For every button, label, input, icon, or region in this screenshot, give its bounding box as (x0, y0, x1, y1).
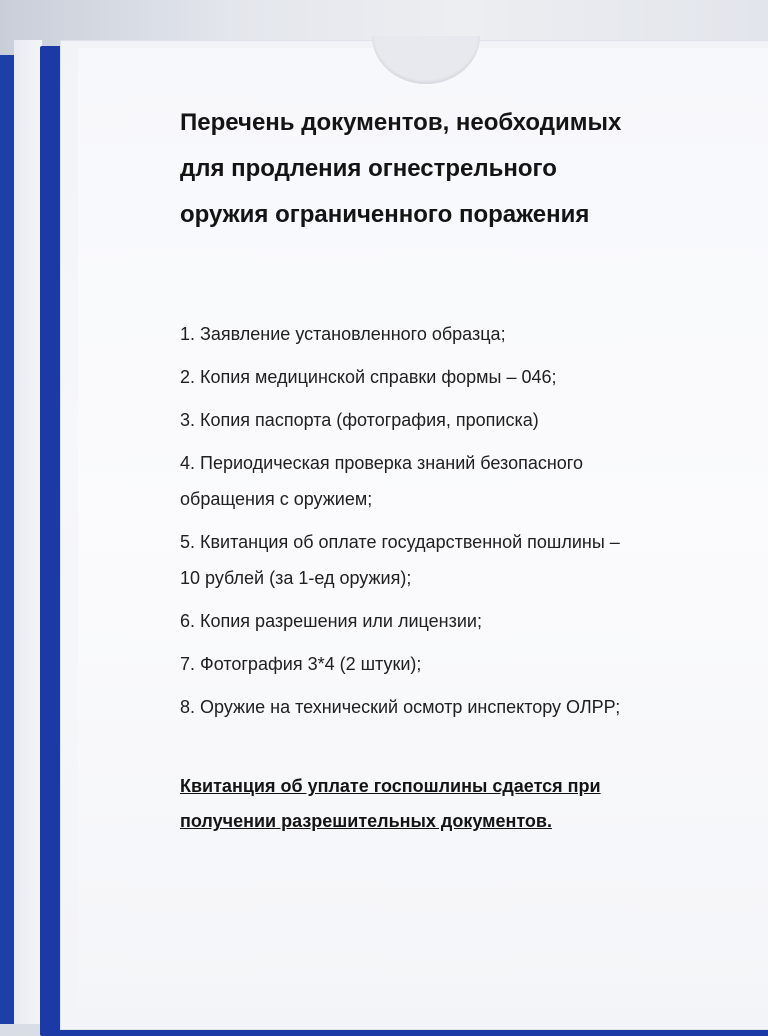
title-line: Перечень документов, необходимых (180, 109, 622, 136)
list-item (180, 603, 740, 639)
note-line: получении разрешительных документов. (180, 811, 552, 831)
wall-gap (14, 40, 42, 1024)
title-line: оружия ограниченного поражения (180, 201, 590, 228)
adjacent-frame-edge (0, 55, 14, 1024)
list-item (180, 524, 740, 596)
list-item (180, 359, 740, 395)
note-line: Квитанция об уплате госпошлины сдается при (180, 776, 601, 796)
list-item-line: 3. Копия паспорта (фотография, прописка) (180, 410, 539, 430)
note (180, 769, 740, 839)
list-item-line: 6. Копия разрешения или лицензии; (180, 611, 482, 631)
list-item (180, 445, 740, 517)
list-item (180, 402, 740, 438)
list-item (180, 646, 740, 682)
document-content (180, 100, 740, 839)
title-line: для продления огнестрельного (180, 155, 557, 182)
list-item-line: 10 рублей (за 1-ед оружия); (180, 568, 412, 588)
list-item-line: 5. Квитанция об оплате государственной пошлины – (180, 532, 620, 552)
list-item-line: 4. Периодическая проверка знаний безопасного (180, 453, 583, 473)
list-item-line: 1. Заявление установленного образца; (180, 324, 506, 344)
list-item (180, 316, 740, 352)
list-item-line: 8. Оружие на технический осмотр инспектору ОЛРР; (180, 697, 621, 717)
list-item-line: обращения с оружием; (180, 489, 373, 509)
list-item (180, 689, 740, 725)
document-list (180, 316, 740, 725)
list-item-line: 7. Фотография 3*4 (2 штуки); (180, 654, 422, 674)
list-item-line: 2. Копия медицинской справки формы – 046; (180, 367, 557, 387)
document-title (180, 100, 740, 238)
